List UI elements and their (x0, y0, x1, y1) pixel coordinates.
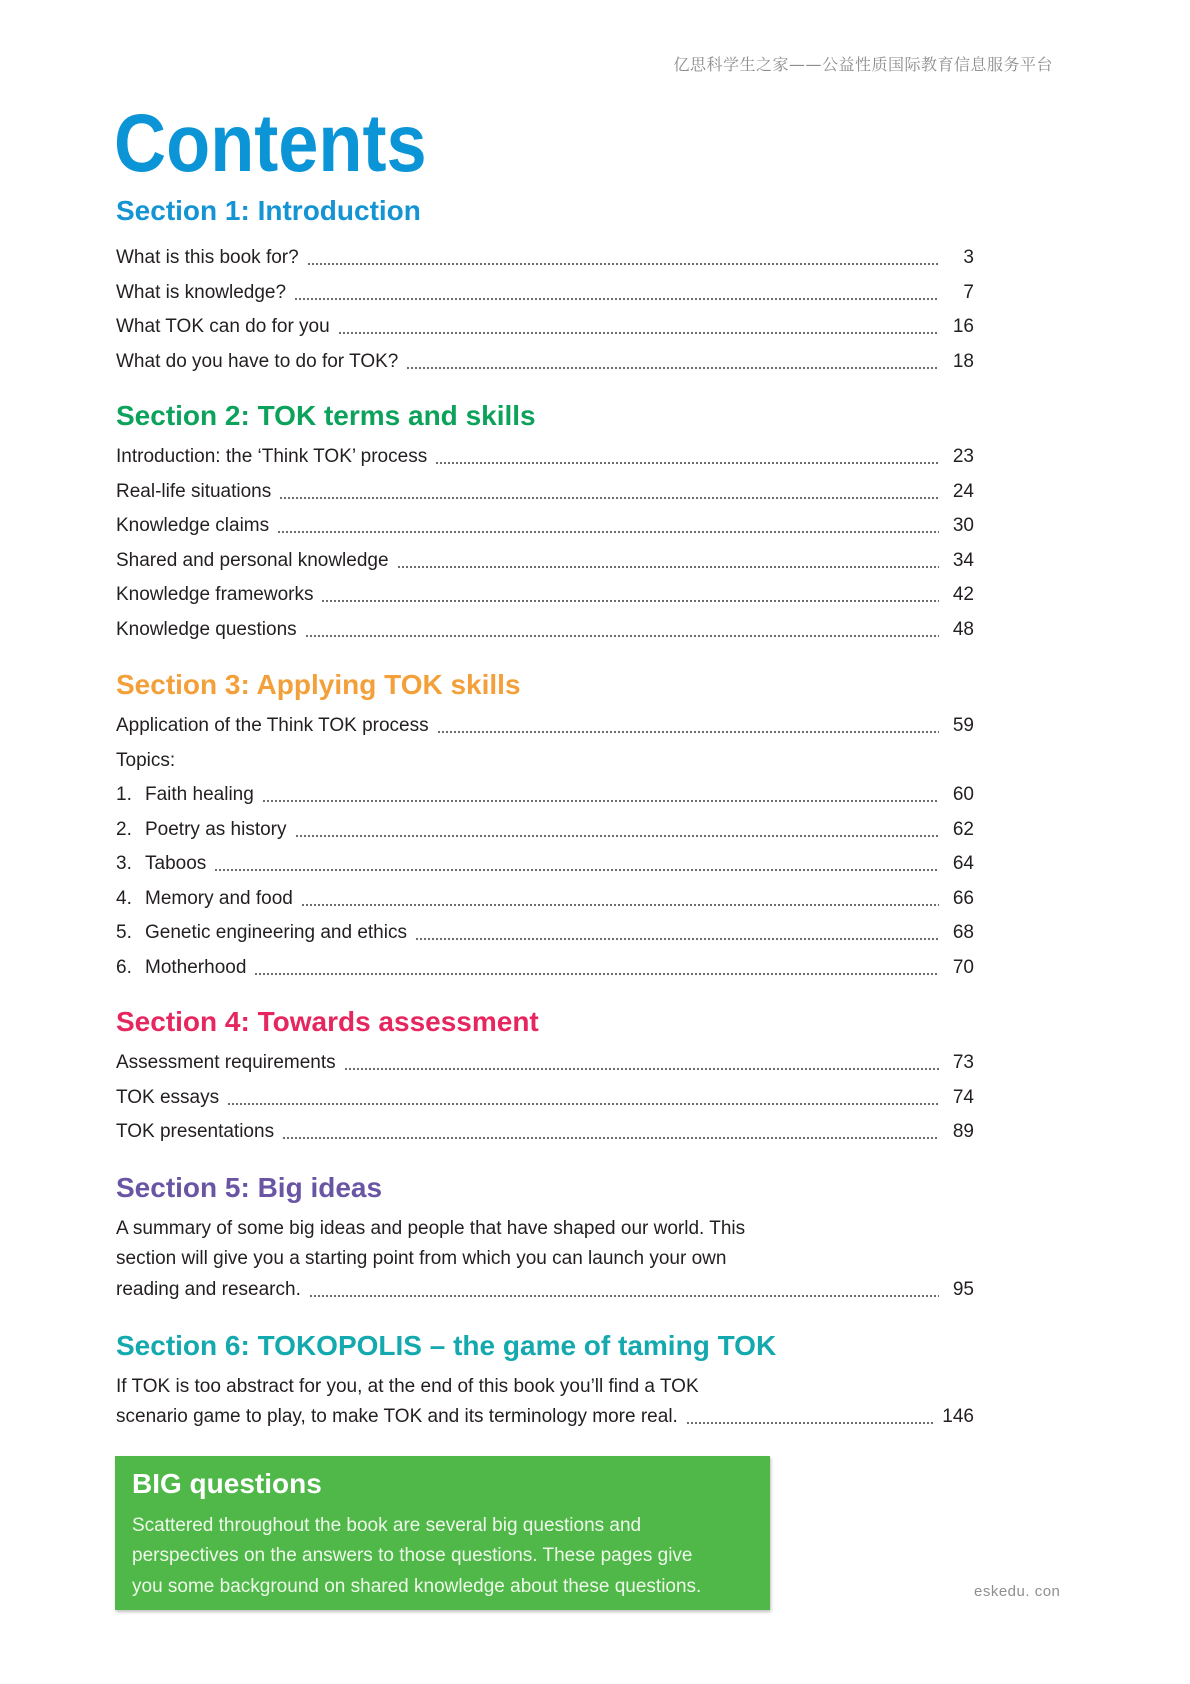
topic-label: Genetic engineering and ethics (145, 922, 407, 944)
dot-leader (309, 1294, 939, 1298)
section-2 (116, 398, 974, 647)
page-number: 64 (952, 853, 974, 875)
topic-entry (116, 951, 974, 986)
dot-leader (214, 868, 939, 872)
section-6 (116, 1328, 974, 1433)
dot-leader (406, 366, 939, 370)
dot-leader (227, 1102, 939, 1106)
dot-leader (295, 834, 940, 838)
dot-leader (305, 634, 939, 638)
dot-leader (254, 972, 939, 976)
page-number: 68 (952, 922, 974, 944)
topic-entry (116, 916, 974, 951)
toc-entry (116, 578, 974, 613)
section-heading: Section 3: Applying TOK skills (116, 669, 521, 700)
toc-entry (116, 1046, 974, 1081)
topic-label: Poetry as history (145, 818, 287, 840)
section-description-last-line (116, 1275, 974, 1305)
toc-entry (116, 310, 974, 345)
section-1 (116, 193, 974, 379)
section-3 (116, 667, 974, 985)
topics-label-row (116, 744, 974, 779)
toc-entry-label: TOK presentations (116, 1121, 275, 1143)
section-4 (116, 1004, 974, 1150)
big-questions-text-line: you some background on shared knowledge about these questions. (132, 1575, 702, 1597)
dot-leader (301, 903, 939, 907)
page-number: 95 (952, 1278, 974, 1300)
toc-entry (116, 1081, 974, 1116)
footer-watermark: eskedu. con (974, 1583, 1061, 1600)
dot-leader (282, 1136, 939, 1140)
toc-entry-label: Introduction: the ‘Think TOK’ process (116, 446, 428, 468)
topic-label: Faith healing (145, 784, 254, 806)
page-number: 60 (952, 784, 974, 806)
topic-entry (116, 813, 974, 848)
section-description-line: section will give you a starting point from which you can launch your own (116, 1248, 727, 1270)
toc-entry-label: Knowledge questions (116, 618, 297, 640)
topic-label: Motherhood (145, 956, 247, 978)
dot-leader (279, 496, 939, 500)
toc-entry (116, 241, 974, 276)
dot-leader (277, 530, 939, 534)
page-number: 146 (942, 1406, 974, 1428)
page-number: 73 (952, 1052, 974, 1074)
page-number: 62 (952, 818, 974, 840)
section-heading: Section 5: Big ideas (116, 1172, 383, 1203)
site-header-text: 亿思科学生之家——公益性质国际教育信息服务平台 (673, 55, 1053, 74)
page-number: 23 (952, 446, 974, 468)
toc-entry-label: Real-life situations (116, 480, 272, 502)
page-number: 66 (952, 887, 974, 909)
section-5 (116, 1170, 974, 1305)
toc-entry (116, 1115, 974, 1150)
toc-entry-label: What TOK can do for you (116, 316, 330, 338)
page-number: 18 (952, 350, 974, 372)
page-number: 89 (952, 1121, 974, 1143)
dot-leader (338, 331, 939, 335)
topic-label: Taboos (145, 853, 207, 875)
topic-number: 4. (116, 887, 132, 909)
page-number: 30 (952, 515, 974, 537)
toc-entry-label: Knowledge frameworks (116, 584, 314, 606)
section-description-line: reading and research. (116, 1278, 301, 1300)
topic-entry (116, 882, 974, 917)
topic-number: 6. (116, 956, 132, 978)
dot-leader (397, 565, 939, 569)
dot-leader (294, 297, 939, 301)
page-number: 34 (952, 549, 974, 571)
dot-leader (307, 262, 939, 266)
dot-leader (686, 1421, 935, 1425)
toc-entry-label: Assessment requirements (116, 1052, 336, 1074)
topic-number: 3. (116, 853, 132, 875)
dot-leader (321, 599, 939, 603)
section-heading: Section 6: TOKOPOLIS – the game of taming TOK (116, 1330, 777, 1361)
topic-entry (116, 778, 974, 813)
page-title: Contents (114, 98, 427, 189)
big-questions-text-line: perspectives on the answers to those questions. These pages give (132, 1545, 693, 1567)
page-number: 24 (952, 480, 974, 502)
toc-entry (116, 276, 974, 311)
topic-number: 2. (116, 818, 132, 840)
toc-entry-label: Shared and personal knowledge (116, 549, 389, 571)
dot-leader (435, 461, 939, 465)
topic-number: 1. (116, 784, 132, 806)
topic-entry (116, 847, 974, 882)
page-number: 16 (952, 316, 974, 338)
toc-entry-label: TOK essays (116, 1086, 220, 1108)
dot-leader (415, 937, 939, 941)
section-heading: Section 1: Introduction (116, 195, 421, 226)
page-number: 3 (963, 247, 974, 269)
toc-entry-label: What is knowledge? (116, 281, 287, 303)
topic-number: 5. (116, 922, 132, 944)
section-description-line: A summary of some big ideas and people that have shaped our world. This (116, 1218, 746, 1239)
dot-leader (344, 1067, 939, 1071)
page-number: 59 (952, 715, 974, 737)
topics-label: Topics: (116, 749, 176, 771)
dot-leader (437, 730, 939, 734)
toc-entry (116, 613, 974, 648)
page-number: 7 (963, 281, 974, 303)
toc-entry (116, 475, 974, 510)
page-number: 70 (952, 956, 974, 978)
toc-entry (116, 345, 974, 380)
page-number: 48 (952, 618, 974, 640)
toc-entry (116, 544, 974, 579)
toc-entry-label: What do you have to do for TOK? (116, 350, 399, 372)
section-heading: Section 2: TOK terms and skills (116, 400, 536, 431)
big-questions-box (115, 1456, 770, 1610)
toc-entry (116, 709, 974, 744)
toc-entry-label: Knowledge claims (116, 515, 270, 537)
toc-entry (116, 509, 974, 544)
toc-entry-label: Application of the Think TOK process (116, 715, 429, 737)
big-questions-text-line: Scattered throughout the book are several big questions and (132, 1515, 642, 1536)
section-heading: Section 4: Towards assessment (116, 1006, 539, 1037)
toc-entry (116, 440, 974, 475)
dot-leader (262, 799, 939, 803)
topic-label: Memory and food (145, 887, 293, 909)
page-number: 42 (952, 584, 974, 606)
section-description-last-line (116, 1402, 974, 1432)
big-questions-title: BIG questions (132, 1468, 322, 1499)
section-description-line: If TOK is too abstract for you, at the end of this book you’ll find a TOK (116, 1376, 699, 1397)
section-description-line: scenario game to play, to make TOK and its terminology more real. (116, 1406, 678, 1428)
page-number: 74 (952, 1086, 974, 1108)
toc-entry-label: What is this book for? (116, 247, 299, 269)
